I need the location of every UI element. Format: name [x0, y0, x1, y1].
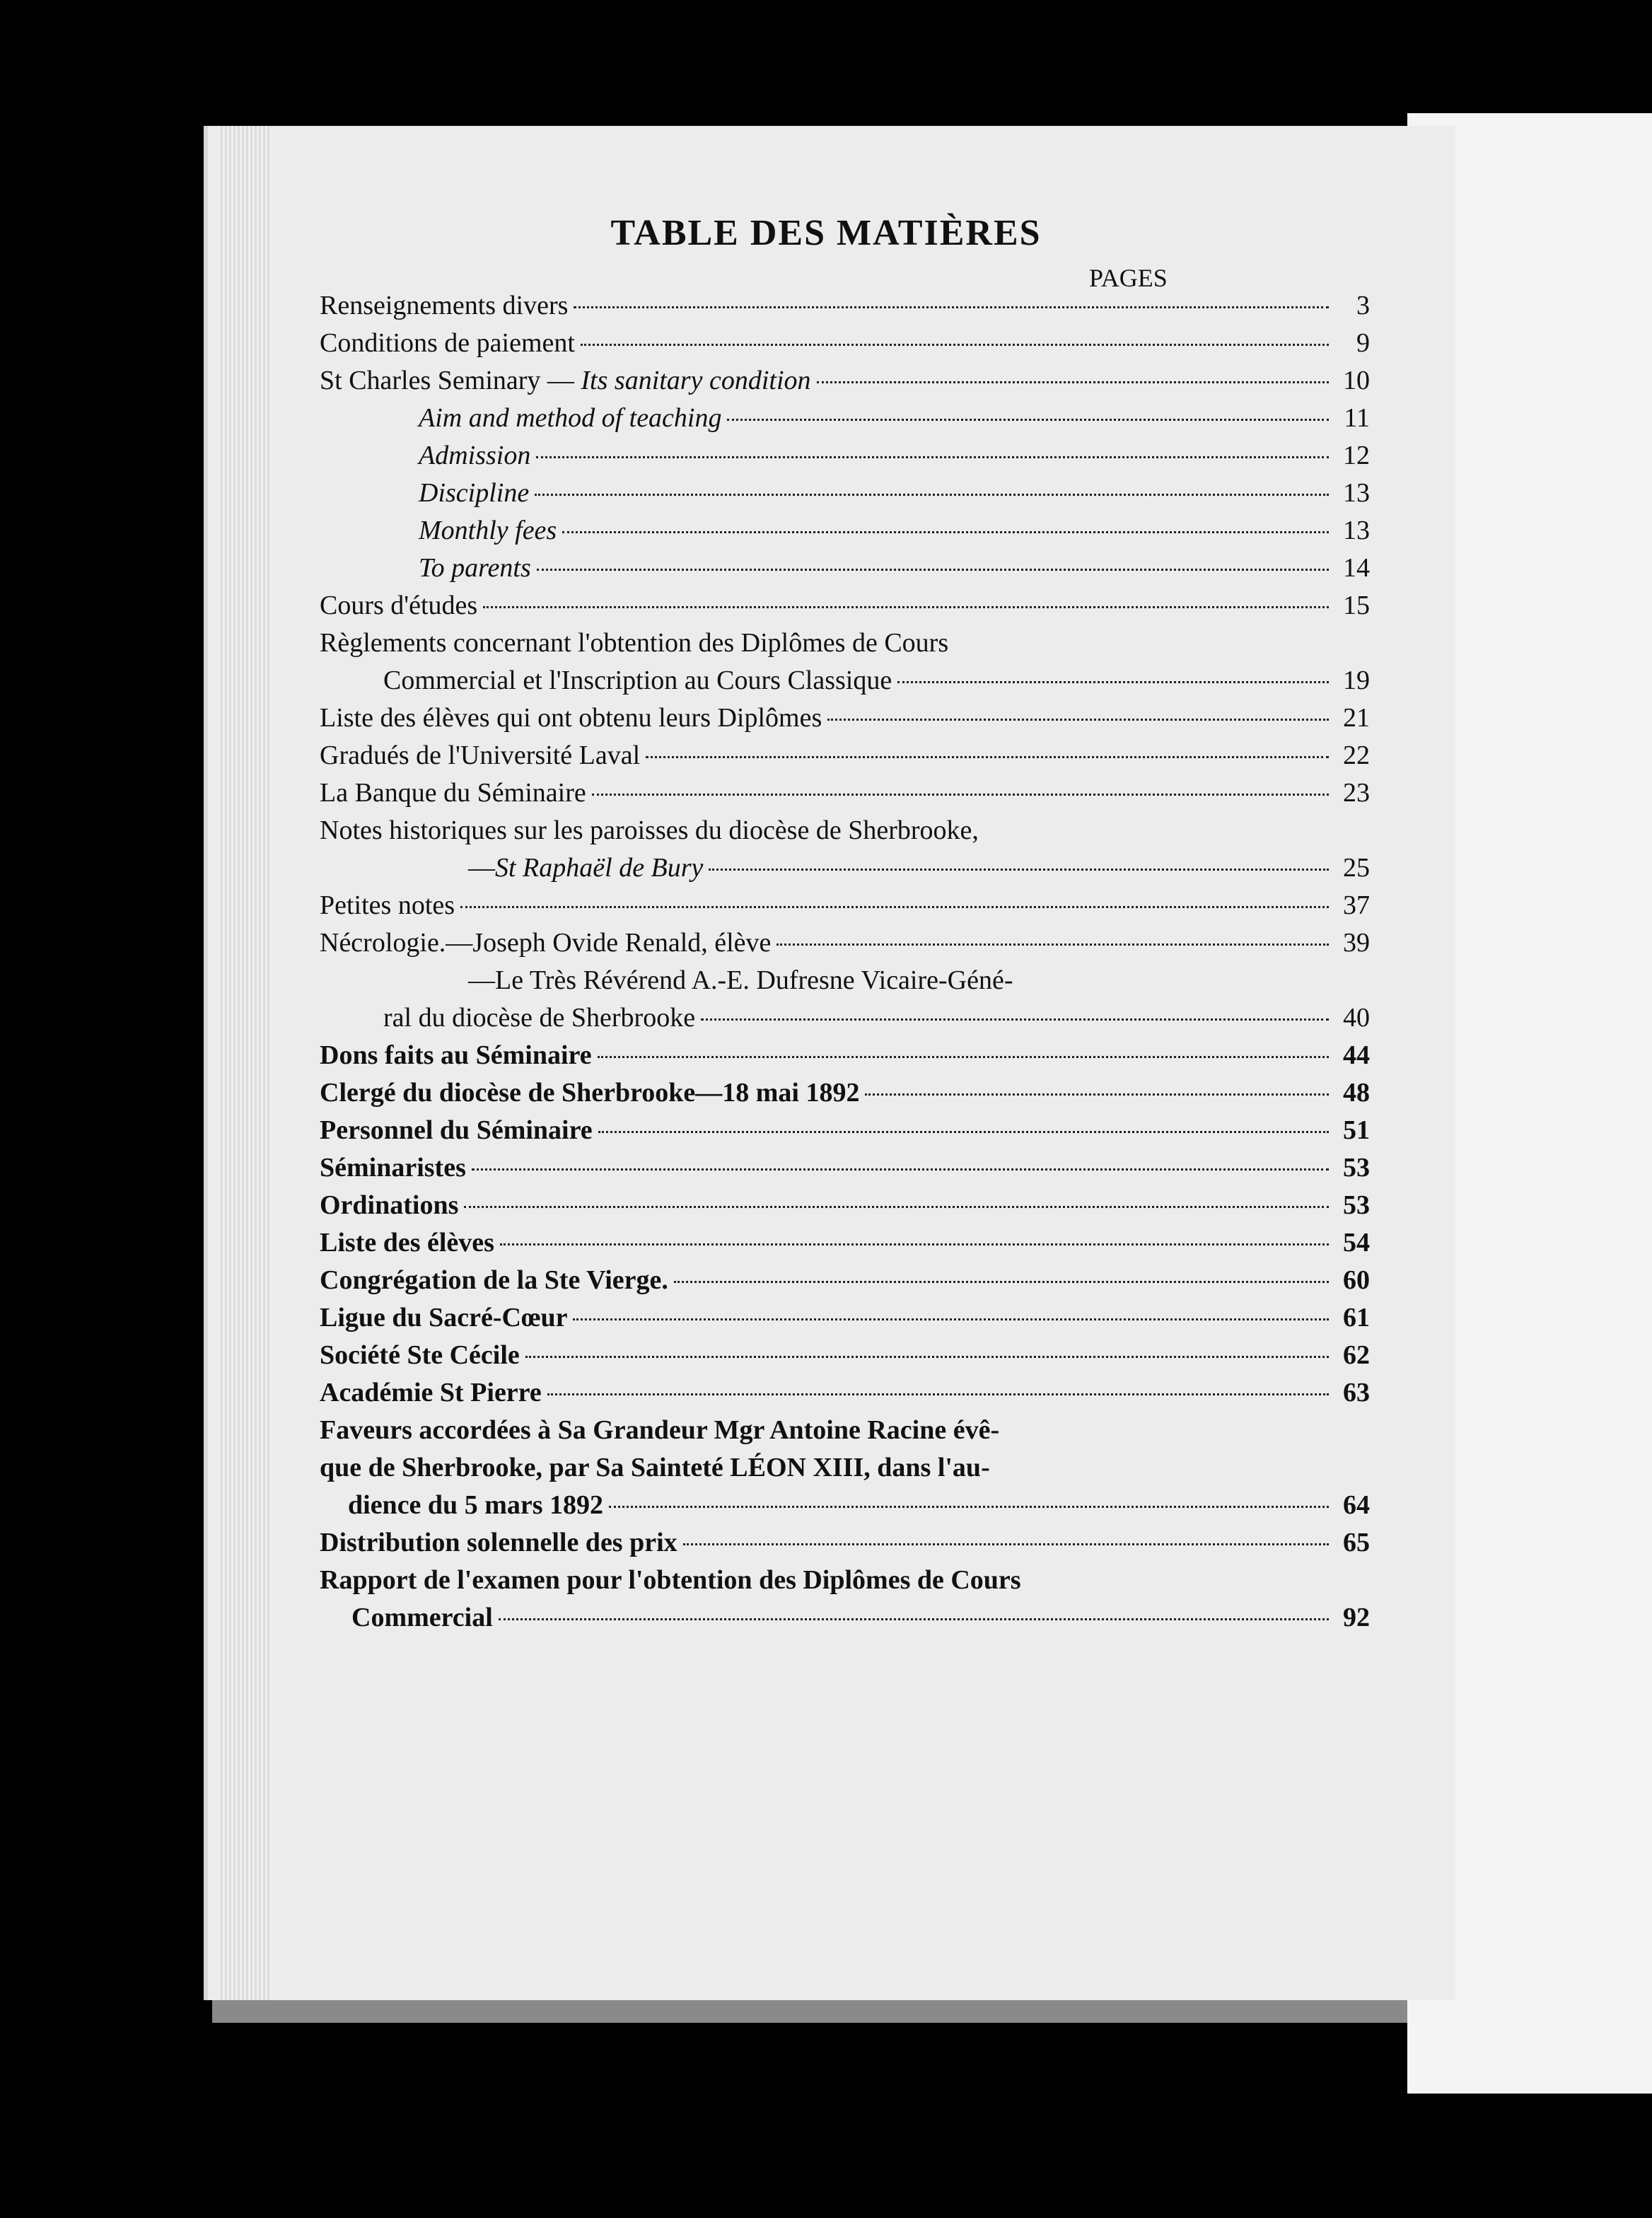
dot-leader [472, 1168, 1329, 1171]
toc-label [419, 440, 530, 471]
toc-entry [320, 890, 1370, 927]
toc-label: Commercial [351, 1603, 493, 1632]
toc-entry [320, 1115, 1370, 1152]
dot-leader [817, 381, 1329, 383]
toc-label-italic: St Raphaël de Bury [495, 853, 704, 883]
toc-label: ral du diocèse de Sherbrooke [383, 1003, 696, 1033]
toc-label: Distribution solennelle des prix [320, 1528, 677, 1557]
toc-label: Congrégation de la Ste Vierge. [320, 1265, 668, 1295]
toc-label-italic: Monthly fees [419, 516, 557, 545]
dot-leader [776, 943, 1329, 946]
toc-entry-first-line: Rapport de l'examen pour l'obtention des Diplômes de Cours [320, 1565, 1021, 1595]
toc-entry [320, 290, 1370, 327]
toc-entry [320, 1227, 1370, 1265]
dot-leader [464, 1206, 1329, 1208]
toc-label: Petites notes [320, 890, 455, 920]
toc-page-number: 60 [1343, 1265, 1370, 1295]
dot-leader [535, 494, 1329, 496]
toc-label: Clergé du diocèse de Sherbrooke—18 mai 1892 [320, 1078, 860, 1108]
toc-entry [320, 1002, 1370, 1040]
toc-label-italic: Its sanitary condition [581, 366, 811, 395]
dot-leader [483, 606, 1329, 608]
toc-label-italic: To parents [419, 553, 531, 583]
dot-leader [499, 1618, 1329, 1620]
dot-leader [674, 1281, 1329, 1283]
toc-label: Séminaristes [320, 1153, 466, 1183]
toc-page-number: 14 [1343, 553, 1370, 583]
toc-label: Commercial et l'Inscription au Cours Classique [383, 666, 892, 695]
dot-leader [701, 1018, 1329, 1021]
toc-page-number: 12 [1343, 441, 1370, 470]
toc-page-number: 53 [1343, 1190, 1370, 1220]
toc-entry [320, 852, 1370, 890]
page-edge [221, 126, 270, 2000]
toc-label-italic: Aim and method of teaching [419, 403, 722, 433]
toc-label: Liste des élèves qui ont obtenu leurs Diplômes [320, 703, 822, 733]
toc-label-italic: Discipline [419, 478, 530, 508]
toc-entry [320, 740, 1370, 777]
toc-page-number: 22 [1343, 741, 1370, 770]
dot-leader [598, 1056, 1329, 1058]
dot-leader [562, 531, 1329, 533]
table-of-contents [320, 290, 1370, 1639]
toc-entry [320, 1040, 1370, 1077]
toc-entry [320, 365, 1370, 402]
toc-page-number: 53 [1343, 1153, 1370, 1183]
dot-leader [574, 306, 1329, 308]
toc-entry [320, 1265, 1370, 1302]
toc-page-number: 23 [1343, 778, 1370, 808]
toc-entry [320, 552, 1370, 590]
toc-page-number: 65 [1343, 1528, 1370, 1557]
toc-entry-second-line: que de Sherbrooke, par Sa Sainteté LÉON XIII, dans l'au- [320, 1453, 990, 1482]
toc-label: Renseignements divers [320, 291, 569, 320]
toc-entry [320, 665, 1370, 702]
toc-label [419, 477, 529, 509]
toc-label [468, 852, 703, 883]
toc-entry [320, 1602, 1370, 1639]
toc-entry [320, 1340, 1370, 1377]
toc-label: Conditions de paiement [320, 328, 575, 358]
toc-entry [320, 477, 1370, 515]
toc-label [419, 402, 721, 434]
toc-entry [320, 777, 1370, 815]
toc-page-number: 9 [1356, 328, 1370, 358]
toc-page-number: 54 [1343, 1228, 1370, 1258]
toc-label: Gradués de l'Université Laval [320, 741, 641, 770]
toc-label-roman: — [468, 853, 495, 883]
dot-leader [683, 1543, 1329, 1545]
toc-page-number: 92 [1343, 1603, 1370, 1632]
toc-page-number: 61 [1343, 1303, 1370, 1332]
toc-entry [320, 1077, 1370, 1115]
toc-entry [320, 1190, 1370, 1227]
toc-entry [320, 327, 1370, 365]
toc-label [419, 515, 557, 546]
dot-leader [537, 569, 1329, 571]
toc-page-number: 13 [1343, 478, 1370, 508]
pages-column-header: PAGES [1089, 264, 1168, 292]
toc-label: Ligue du Sacré-Cœur [320, 1303, 568, 1332]
toc-label: Ordinations [320, 1190, 459, 1220]
toc-page-number: 21 [1343, 703, 1370, 733]
toc-page-number: 63 [1343, 1378, 1370, 1407]
toc-entry-first-line: —Le Très Révérend A.-E. Dufresne Vicaire-Géné- [468, 965, 1013, 995]
toc-page-number: 51 [1343, 1115, 1370, 1145]
toc-label: dience du 5 mars 1892 [348, 1490, 603, 1520]
toc-page-number: 48 [1343, 1078, 1370, 1108]
dot-leader [865, 1093, 1329, 1096]
toc-page-number: 13 [1343, 516, 1370, 545]
dot-leader [646, 756, 1329, 758]
toc-label: Société Ste Cécile [320, 1340, 520, 1370]
toc-entry-first-line: Règlements concernant l'obtention des Diplômes de Cours [320, 628, 949, 658]
toc-entry [320, 590, 1370, 627]
toc-entry [320, 1152, 1370, 1190]
dot-leader [827, 719, 1329, 721]
toc-entry [320, 1490, 1370, 1527]
toc-page-number: 64 [1343, 1490, 1370, 1520]
dot-leader [897, 681, 1329, 683]
page-title: TABLE DES MATIÈRES [610, 213, 1042, 253]
toc-label: Nécrologie.—Joseph Ovide Renald, élève [320, 928, 772, 958]
toc-page-number: 19 [1343, 666, 1370, 695]
toc-label: Académie St Pierre [320, 1378, 542, 1407]
dot-leader [573, 1318, 1329, 1320]
toc-page-number: 25 [1343, 853, 1370, 883]
toc-entry [320, 1302, 1370, 1340]
toc-entry [320, 702, 1370, 740]
toc-label [419, 552, 531, 583]
toc-label: Personnel du Séminaire [320, 1115, 593, 1145]
toc-entry [320, 440, 1370, 477]
toc-page-number: 11 [1344, 403, 1370, 433]
toc-label: Dons faits au Séminaire [320, 1040, 592, 1070]
dot-leader [727, 419, 1329, 421]
toc-page-number: 39 [1343, 928, 1370, 958]
toc-entry [320, 515, 1370, 552]
toc-label-italic: Admission [419, 441, 531, 470]
toc-entry [320, 927, 1370, 965]
toc-page-number: 37 [1343, 890, 1370, 920]
toc-label [320, 365, 811, 396]
toc-entry-first-line: Notes historiques sur les paroisses du diocèse de Sherbrooke, [320, 815, 979, 845]
dot-leader [581, 344, 1329, 346]
toc-page-number: 15 [1343, 591, 1370, 620]
dot-leader [547, 1393, 1329, 1395]
dot-leader [709, 869, 1329, 871]
dot-leader [609, 1506, 1329, 1508]
toc-page-number: 44 [1343, 1040, 1370, 1070]
toc-page-number: 3 [1356, 291, 1370, 320]
dot-leader [536, 456, 1329, 458]
toc-label: Liste des élèves [320, 1228, 494, 1258]
toc-page-number: 62 [1343, 1340, 1370, 1370]
dot-leader [460, 906, 1329, 908]
toc-label-roman: St Charles Seminary — [320, 366, 581, 395]
toc-page-number: 10 [1343, 366, 1370, 395]
dot-leader [525, 1356, 1329, 1358]
toc-entry [320, 1377, 1370, 1415]
toc-entry [320, 402, 1370, 440]
dot-leader [598, 1131, 1329, 1133]
dot-leader [500, 1243, 1329, 1246]
toc-page-number: 40 [1343, 1003, 1370, 1033]
toc-label: Cours d'études [320, 591, 478, 620]
toc-entry [320, 1527, 1370, 1564]
toc-label: La Banque du Séminaire [320, 778, 586, 808]
toc-entry-first-line: Faveurs accordées à Sa Grandeur Mgr Antoine Racine évê- [320, 1415, 1000, 1445]
dot-leader [592, 794, 1329, 796]
